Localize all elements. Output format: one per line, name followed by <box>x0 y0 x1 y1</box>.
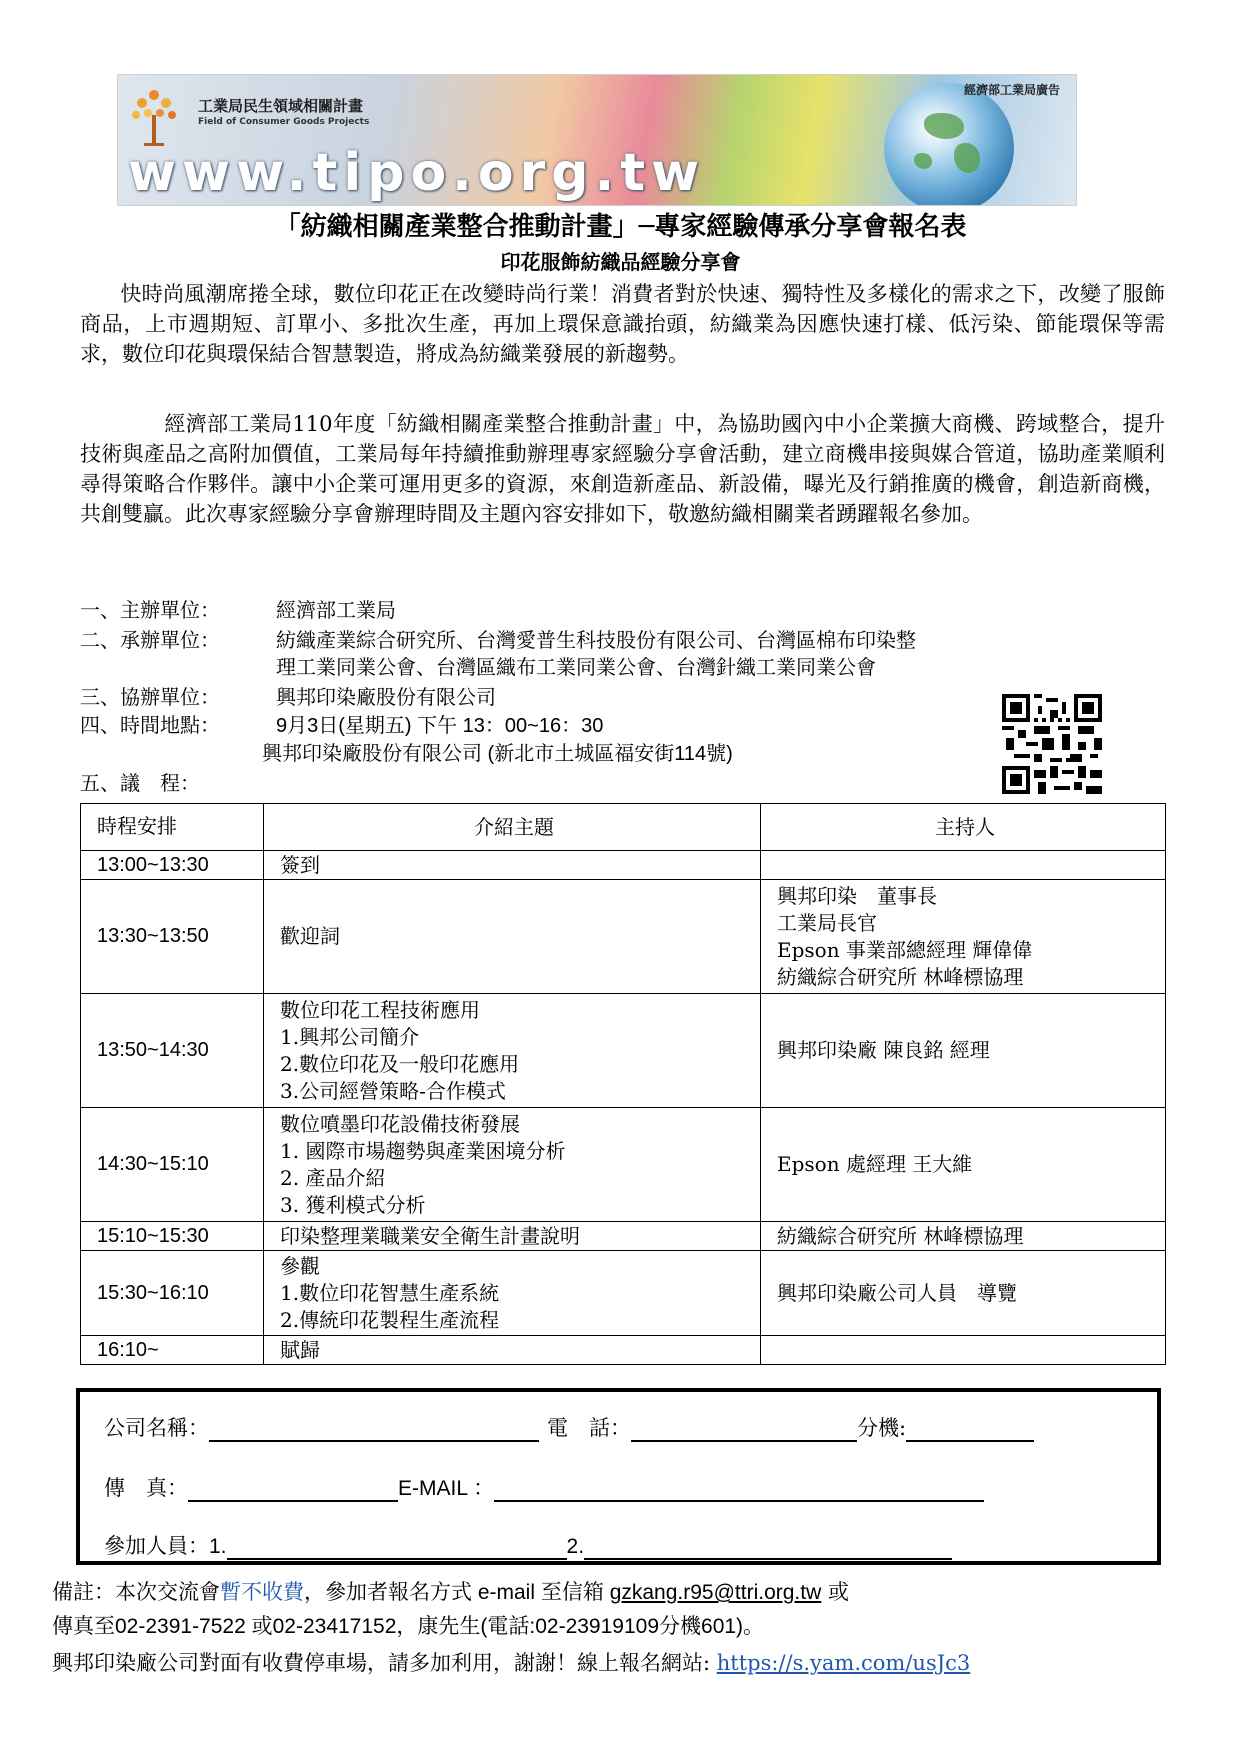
organizer-value: 經濟部工業局 <box>276 598 396 622</box>
topic-line: 3.公司經營策略-合作模式 <box>280 1078 506 1103</box>
topic-line: 數位印花工程技術應用 <box>280 997 480 1022</box>
attendee-2-field[interactable] <box>584 1534 952 1560</box>
venue-row <box>80 740 733 767</box>
tree-logo-icon <box>130 85 178 151</box>
company-label: 公司名稱： <box>104 1416 209 1440</box>
fax-label: 傳 真： <box>104 1476 188 1500</box>
topic-line: 數位噴墨印花設備技術發展 <box>280 1111 520 1136</box>
coorganizer-row <box>80 627 916 653</box>
table-row <box>81 1336 1166 1365</box>
attendee-2-label: 2. <box>566 1535 585 1558</box>
assist-row <box>80 684 496 710</box>
header-time: 時程安排 <box>81 804 264 851</box>
company-field[interactable] <box>209 1416 539 1442</box>
topic-line: 3. 獲利模式分析 <box>280 1192 426 1217</box>
email-label: E-MAIL ： <box>398 1477 495 1500</box>
row-topic <box>264 1108 761 1222</box>
row-topic <box>264 994 761 1108</box>
agenda-table <box>80 803 1166 1365</box>
qr-code-icon[interactable] <box>1002 694 1102 794</box>
row-topic: 簽到 <box>264 851 761 880</box>
attendee-1-field[interactable] <box>227 1534 567 1560</box>
host-line: 紡織綜合研究所 林峰標協理 <box>777 964 1024 989</box>
note-text: ，參加者報名方式 e-mail 至信箱 <box>304 1581 610 1604</box>
row-host <box>761 851 1166 880</box>
page-subtitle: 印花服飾紡織品經驗分享會 <box>500 250 741 274</box>
row-time: 13:30~13:50 <box>81 880 264 994</box>
plan-paragraph <box>80 409 1165 529</box>
row-host: 興邦印染廠公司人員 導覽 <box>761 1251 1166 1336</box>
note-line-1 <box>52 1577 849 1608</box>
topic-line: 2. 產品介紹 <box>280 1165 386 1190</box>
assist-label: 三、協辦單位： <box>80 685 220 709</box>
row-time: 13:00~13:30 <box>81 851 264 880</box>
registration-form <box>76 1388 1161 1565</box>
row-host: 興邦印染廠 陳良銘 經理 <box>761 994 1166 1108</box>
table-row <box>81 851 1166 880</box>
row-time: 16:10~ <box>81 1336 264 1365</box>
host-line: Epson 事業部總經理 輝偉偉 <box>777 937 1033 962</box>
topic-line: 1.興邦公司簡介 <box>280 1024 420 1049</box>
plan-paragraph-text: 經濟部工業局110年度「紡織相關產業整合推動計畫」中，為協助國內中小企業擴大商機、跨域整合，提升技術與產品之高附加價值，工業局每年持續推動辦理專家經驗分享會活動，建立商機串接與媒合管道，協助產業順利尋得策略合作夥伴。讓中小企業可運用更多的資源，來創造新產品、新設備，曝光及行銷推廣的機會，創造新商機，共創雙贏。此次專家經驗分享會辦理時間及主題內容安排如下，敬邀紡織相關業者踴躍報名參加。 <box>80 412 1165 526</box>
fax-field[interactable] <box>188 1476 398 1502</box>
row-host: 紡織綜合研究所 林峰標協理 <box>761 1222 1166 1251</box>
phone-label: 電 話： <box>547 1416 631 1440</box>
table-row <box>81 1108 1166 1222</box>
time-row <box>80 712 603 739</box>
ext-field[interactable] <box>906 1416 1034 1442</box>
coorganizer-value-1: 紡織產業綜合研究所、台灣愛普生科技股份有限公司、台灣區棉布印染整 <box>276 628 916 652</box>
form-row-company <box>104 1412 1034 1442</box>
note-text: 興邦印染廠公司對面有收費停車場，請多加利用，謝謝！線上報名網站: <box>52 1651 717 1675</box>
topic-line: 2.傳統印花製程生產流程 <box>280 1307 500 1332</box>
assist-value: 興邦印染廠股份有限公司 <box>276 685 496 709</box>
globe-icon <box>884 83 1014 206</box>
attendees-label: 參加人員： <box>104 1534 209 1558</box>
row-host <box>761 1336 1166 1365</box>
topic-line: 參觀 <box>280 1253 320 1278</box>
ext-label: 分機: <box>857 1416 907 1440</box>
table-row <box>81 994 1166 1108</box>
contact-email-link[interactable]: gzkang.r95@ttri.org.tw <box>609 1581 822 1604</box>
registration-url-link[interactable]: https://s.yam.com/usJc3 <box>716 1651 971 1675</box>
intro-paragraph-text: 快時尚風潮席捲全球，數位印花正在改變時尚行業！消費者對於快速、獨特性及多樣化的需求之下，改變了服飾商品，上市週期短、訂單小、多批次生產，再加上環保意識抬頭，紡織業為因應快速打樣、低污染、節能環保等需求，數位印花與環保結合智慧製造，將成為紡織業發展的新趨勢。 <box>80 282 1165 366</box>
coorganizer-row-2 <box>80 654 876 680</box>
row-host: Epson 處經理 王大維 <box>761 1108 1166 1222</box>
venue-value: 興邦印染廠股份有限公司 (新北市土城區福安街114號) <box>262 743 733 765</box>
row-time: 13:50~14:30 <box>81 994 264 1108</box>
phone-field[interactable] <box>631 1416 857 1442</box>
table-row <box>81 880 1166 994</box>
note-text: 或 <box>821 1580 849 1604</box>
row-time: 14:30~15:10 <box>81 1108 264 1222</box>
row-topic: 印染整理業職業安全衛生計畫說明 <box>264 1222 761 1251</box>
banner-url: www.tipo.org.tw <box>128 143 706 203</box>
banner-subtitle: Field of Consumer Goods Projects <box>198 117 370 127</box>
row-host <box>761 880 1166 994</box>
page-title: 「紡織相關產業整合推動計畫」─專家經驗傳承分享會報名表 <box>274 212 967 242</box>
form-row-attendees <box>104 1530 952 1560</box>
coorganizer-label: 二、承辦單位： <box>80 628 220 652</box>
row-time: 15:30~16:10 <box>81 1251 264 1336</box>
attendee-1-label: 1. <box>209 1535 227 1558</box>
host-line: 工業局長官 <box>777 910 877 935</box>
table-header-row <box>81 804 1166 851</box>
header-banner <box>117 74 1077 206</box>
note-line-2: 傳真至02-2391-7522 或02-23417152，康先生(電話:02-23919109分機601)。 <box>52 1615 765 1638</box>
coorganizer-value-2: 理工業同業公會、台灣區織布工業同業公會、台灣針織工業同業公會 <box>276 655 876 679</box>
topic-line: 2.數位印花及一般印花應用 <box>280 1051 520 1076</box>
header-topic: 介紹主題 <box>264 804 761 851</box>
form-row-fax <box>104 1472 984 1502</box>
row-topic <box>264 1251 761 1336</box>
agenda-label: 五、議 程： <box>80 771 200 795</box>
free-notice: 暫不收費 <box>220 1580 304 1604</box>
host-line: 興邦印染 董事長 <box>777 883 937 908</box>
topic-line: 1. 國際市場趨勢與產業困境分析 <box>280 1138 566 1163</box>
organizer-label: 一、主辦單位： <box>80 598 220 622</box>
time-value: 9月3日(星期五) 下午 13：00~16：30 <box>276 715 604 737</box>
row-topic: 歡迎詞 <box>264 880 761 994</box>
email-field[interactable] <box>494 1476 984 1502</box>
table-row <box>81 1222 1166 1251</box>
banner-title: 工業局民生領域相關計畫 <box>198 97 364 115</box>
time-label: 四、時間地點： <box>80 713 220 737</box>
organizer-row <box>80 597 396 623</box>
table-row <box>81 1251 1166 1336</box>
intro-paragraph <box>80 279 1165 369</box>
row-topic: 賦歸 <box>264 1336 761 1365</box>
agenda-label-row <box>80 770 200 796</box>
note-text: 備註：本次交流會 <box>52 1580 220 1604</box>
topic-line: 1.數位印花智慧生產系統 <box>280 1280 500 1305</box>
banner-ad-label: 經濟部工業局廣告 <box>963 83 1060 97</box>
header-host: 主持人 <box>761 804 1166 851</box>
note-line-3 <box>52 1648 970 1678</box>
row-time: 15:10~15:30 <box>81 1222 264 1251</box>
